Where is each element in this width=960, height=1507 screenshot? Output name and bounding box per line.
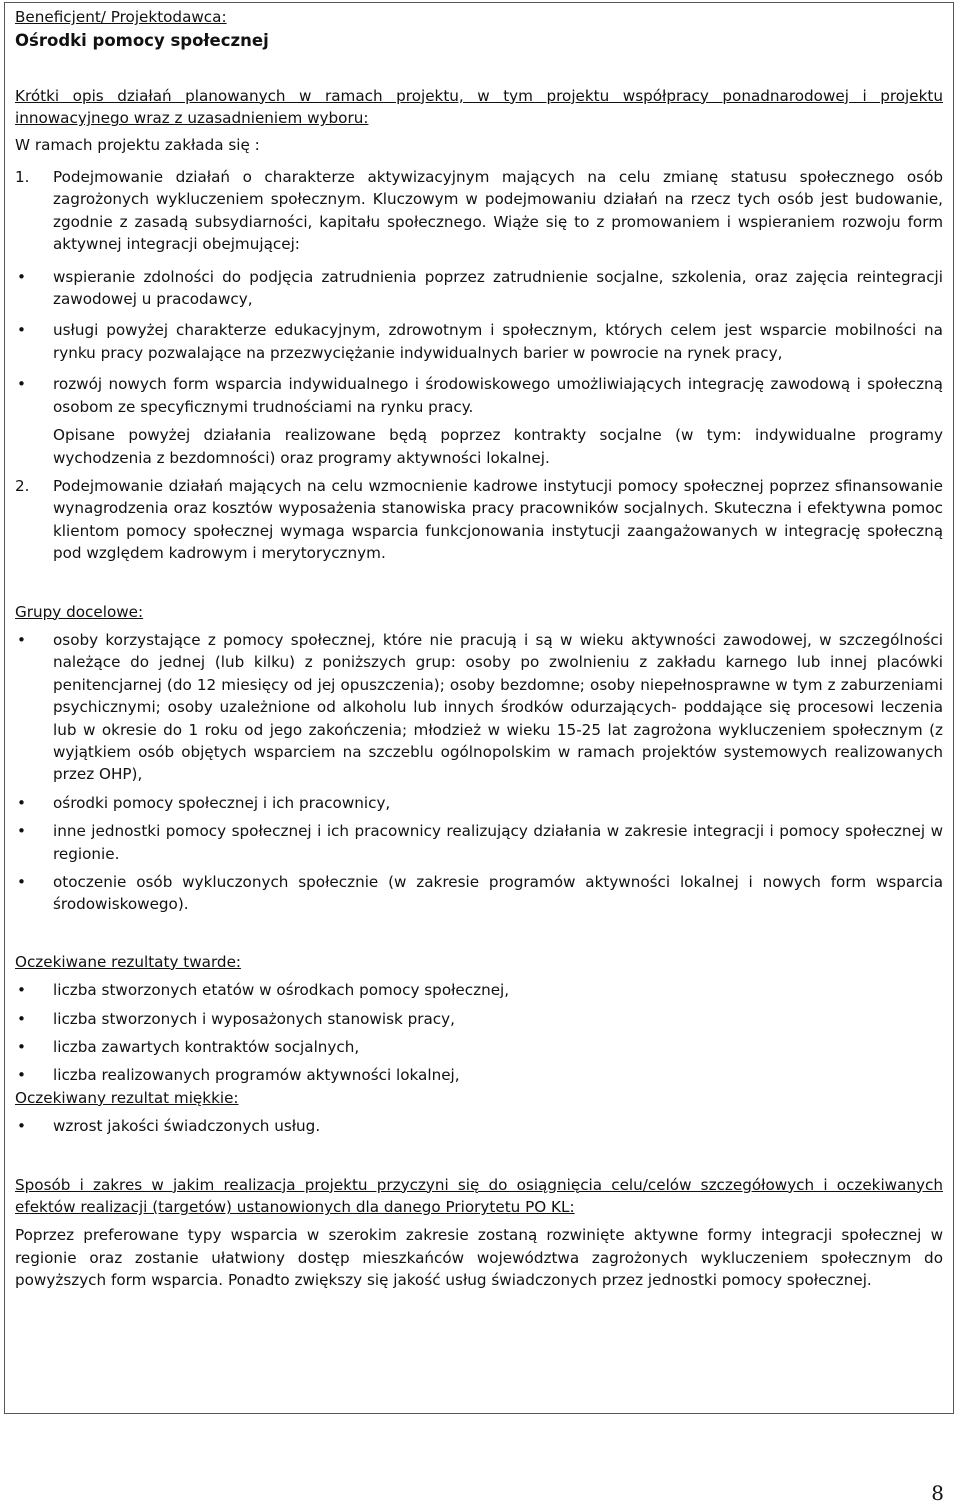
soft-results-list [15,1115,943,1137]
document-content [15,6,943,1292]
list-item: • rozwój nowych form wsparcia indywidualnego i środowiskowego umożliwiających integrację zawodową i społeczną osobom ze specyficznymi trudnościami na rynku pracy. [15,373,943,418]
list-item: • wzrost jakości świadczonych usług. [15,1115,943,1137]
list-item: • osoby korzystające z pomocy społecznej, które nie pracują i są w wieku aktywności zawodowej, w szczególności należące do jednej (lub kilku) z poniższych grup: osoby po zwolnieniu z zakładu karnego lub innej placówki penitencjarnej (do 12 miesięcy od jej opuszczenia); osoby bezdomne; osoby niepełnosprawne w tym z zaburzeniami psychicznymi; osoby uzależnione od alkoholu lub innych środków odurzających- poddające się procesowi leczenia lub w okresie do 1 roku od jego zakończenia; młodzież w wieku 15-25 lat zagrożona wykluczeniem społecznym (z wyjątkiem osób objętych wsparciem na szczeblu ogólnopolskim w ramach projektów systemowych realizowanych przez OHP), [15,629,943,786]
beneficiary-title: Ośrodki pomocy społecznej [15,31,269,51]
list-item: • otoczenie osób wykluczonych społecznie (w zakresie programów aktywności lokalnej i nowych form wsparcia środowiskowego). [15,871,943,916]
target-groups-heading: Grupy docelowe: [15,602,144,621]
list-item: • wspieranie zdolności do podjęcia zatrudnienia poprzez zatrudnienie socjalne, szkolenia, oraz zajęcia reintegracji zawodowej u pracodawcy, [15,266,943,311]
item-number: 1. [15,168,30,187]
beneficiary-label: Beneficjent/ Projektodawca: [15,8,227,26]
list-item: • liczba realizowanych programów aktywności lokalnej, [15,1064,943,1086]
list-item: • liczba zawartych kontraktów socjalnych, [15,1036,943,1058]
item-number: 2. [15,476,30,495]
list-item: • inne jednostki pomocy społecznej i ich pracownicy realizujący działania w zakresie integracji i pomocy społecznej w regionie. [15,820,943,865]
item-text: Podejmowanie działań o charakterze aktywizacyjnym mających na celu zmianę statusu społecznego osób zagrożonych wykluczeniem społecznym. Kluczowym w podejmowaniu działań na rzecz tych osób jest budowanie, zgodnie z zasadą subsydiarności, kapitału społecznego. Wiąże się to z promowaniem i wspieraniem rozwoju form aktywnej integracji obejmującej: [53,168,943,254]
description-intro: W ramach projektu zakłada się : [15,135,260,154]
activation-forms-list [15,266,943,418]
activities-summary: Opisane powyżej działania realizowane będą poprzez kontrakty socjalne (w tym: indywidualne programy wychodzenia z bezdomności) oraz programy aktywności lokalnej. [53,426,943,467]
list-item: • liczba stworzonych i wyposażonych stanowisk pracy, [15,1008,943,1030]
hard-results-heading: Oczekiwane rezultaty twarde: [15,952,242,971]
soft-results-heading: Oczekiwany rezultat miękkie: [15,1088,239,1107]
list-item: • liczba stworzonych etatów w ośrodkach pomocy społecznej, [15,979,943,1001]
numbered-item-2 [15,475,943,565]
description-heading: Krótki opis działań planowanych w ramach projektu, w tym projektu współpracy ponadnarodowej i projektu innowacyjnego wraz z uzasadnieniem wyboru: [15,86,943,128]
contribution-text: Poprzez preferowane typy wsparcia w szerokim zakresie zostaną rozwinięte aktywne formy integracji społecznej w regionie oraz zostanie ułatwiony dostęp mieszkańców województwa zagrożonych wykluczeniem społecznym do powyższych form wsparcia. Ponadto zwiększy się jakość usług świadczonych przez jednostki pomocy społecznej. [15,1226,943,1290]
page-number: 8 [931,1481,944,1505]
target-groups-list [15,629,943,916]
list-item: • usługi powyżej charakterze edukacyjnym, zdrowotnym i społecznym, których celem jest wsparcie mobilności na rynku pracy pozwalające na przezwyciężanie indywidualnych barier w powrocie na rynek pracy, [15,319,943,364]
hard-results-list [15,979,943,1087]
contribution-heading: Sposób i zakres w jakim realizacja projektu przyczyni się do osiągnięcia celu/celów szczegółowych i oczekiwanych efektów realizacji (targetów) ustanowionych dla danego Priorytetu PO KL: [15,1175,943,1217]
numbered-item-1 [15,166,943,256]
item-text: Podejmowanie działań mających na celu wzmocnienie kadrowe instytucji pomocy społecznej poprzez sfinansowanie wynagrodzenia oraz kosztów wyposażenia stanowiska pracy pracowników socjalnych. Skuteczna i efektywna pomoc klientom pomocy społecznej wymaga wsparcia funkcjonowania instytucji zaangażowanych w integrację społeczną pod względem kadrowym i merytorycznym. [53,476,943,563]
list-item: • ośrodki pomocy społecznej i ich pracownicy, [15,792,943,814]
